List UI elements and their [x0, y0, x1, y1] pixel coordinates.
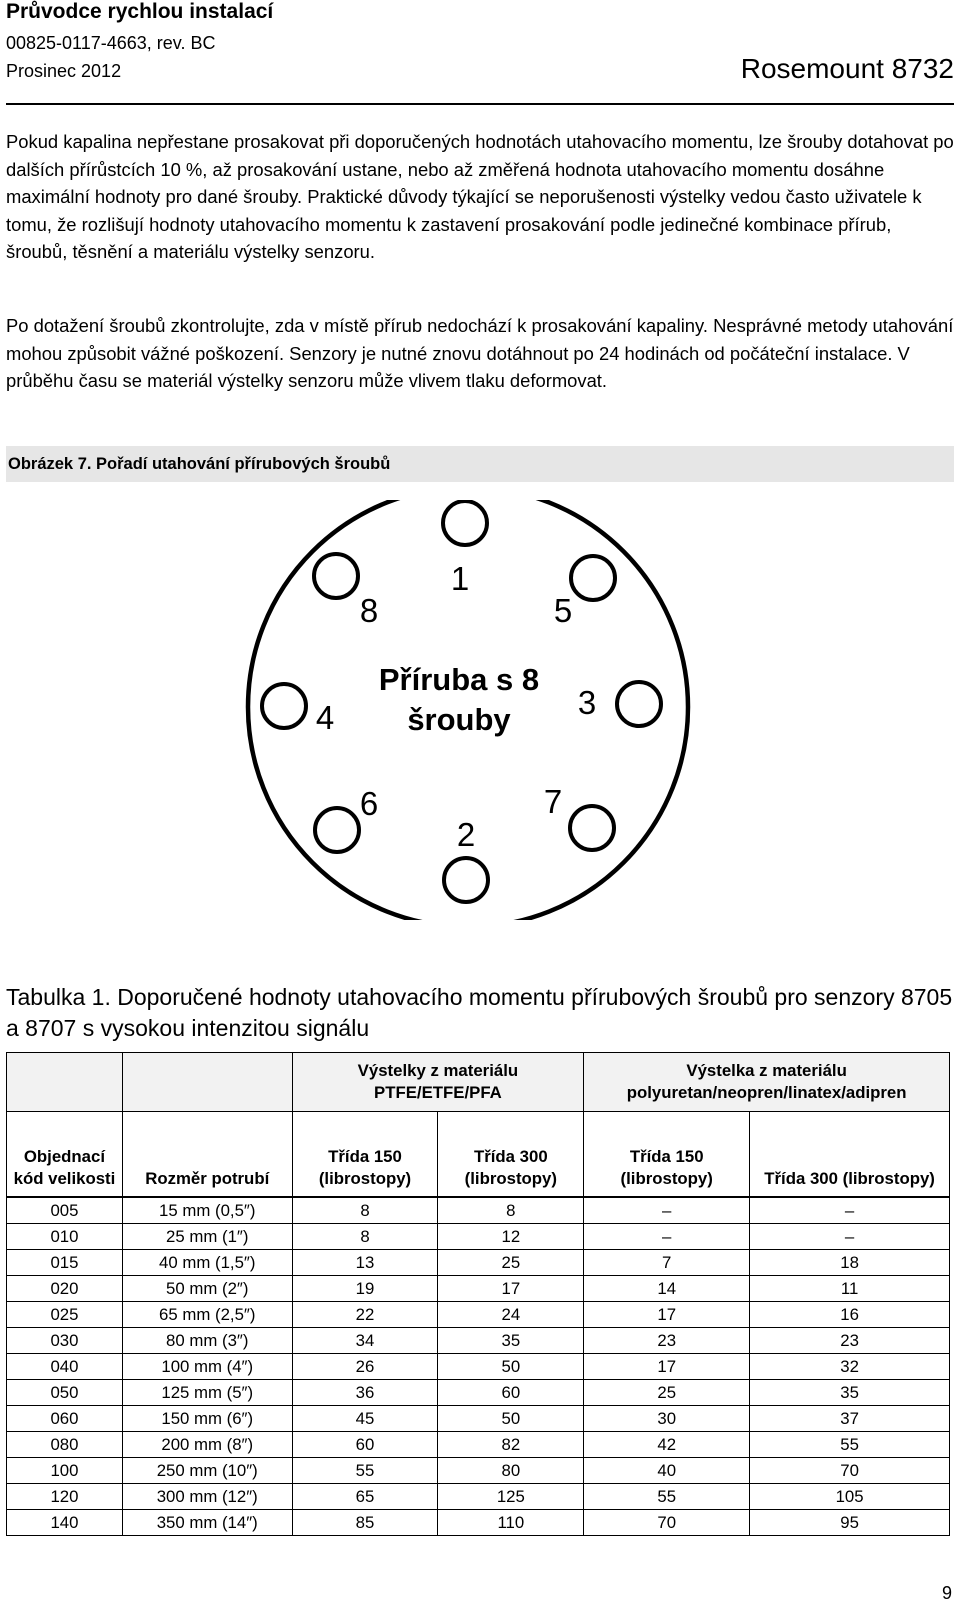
- table-row: [7, 1328, 950, 1354]
- paragraph-retighten: Po dotažení šroubů zkontrolujte, zda v místě přírub nedochází k prosakování kapaliny. Nesprávné metody utahování mohou způsobit vážné poškození. Senzory je nutné znovu dotáhnout po 24 hodinách od počáteční instalace. V průběhu času se materiál výstelky senzoru může vlivem tlaku deformovat.: [6, 315, 954, 392]
- table-row: [7, 1354, 950, 1380]
- bolt-hole-top: [443, 501, 487, 545]
- column-header-pipe-size: Rozměr potrubí: [122, 1112, 292, 1198]
- table-cell: 8: [438, 1197, 584, 1224]
- table-cell: 85: [292, 1510, 438, 1536]
- page-number: 9: [941, 1583, 952, 1603]
- table-cell: 22: [292, 1302, 438, 1328]
- document-title: Průvodce rychlou instalací: [6, 0, 274, 23]
- table-cell: 010: [7, 1224, 123, 1250]
- table-cell: 060: [7, 1406, 123, 1432]
- table-cell: 24: [438, 1302, 584, 1328]
- flange-label-line1: Příruba s 8: [378, 662, 540, 697]
- table-cell: 50: [438, 1354, 584, 1380]
- table-cell: 70: [750, 1458, 950, 1484]
- table-cell: 50 mm (2″): [122, 1276, 292, 1302]
- bolt-hole-top-left: [314, 554, 358, 598]
- table-cell: 11: [750, 1276, 950, 1302]
- bolt-hole-bottom-left: [315, 808, 359, 852]
- table-cell: 050: [7, 1380, 123, 1406]
- table-cell: 42: [584, 1432, 750, 1458]
- table-cell: 95: [750, 1510, 950, 1536]
- bolt-hole-left: [262, 684, 306, 728]
- column-header-pu-class300: Třída 300 (librostopy): [750, 1112, 950, 1198]
- table-cell: 100 mm (4″): [122, 1354, 292, 1380]
- table-cell: 19: [292, 1276, 438, 1302]
- table-cell: 13: [292, 1250, 438, 1276]
- header-rule: [6, 103, 954, 105]
- table-cell: –: [750, 1197, 950, 1224]
- bolt-number-3: 3: [577, 684, 597, 721]
- group-header-polyurethane: Výstelka z materiálu polyuretan/neopren/linatex/adipren: [584, 1053, 950, 1112]
- table-row: [7, 1380, 950, 1406]
- table-row: [7, 1224, 950, 1250]
- bolt-hole-bottom-right: [570, 806, 614, 850]
- table-cell: 40 mm (1,5″): [122, 1250, 292, 1276]
- table-cell: 37: [750, 1406, 950, 1432]
- bolt-number-8: 8: [359, 592, 379, 629]
- table-row: [7, 1510, 950, 1536]
- table-row: [7, 1197, 950, 1224]
- table-row: [7, 1432, 950, 1458]
- paragraph-leak-torque: Pokud kapalina nepřestane prosakovat při doporučených hodnotách utahovacího momentu, lze šrouby dotahovat po dalších přírůstcích 10 %, až prosakování ustane, nebo až změřená hodnota utahovacího momentu dosáhne maximální hodnoty pro dané šrouby. Praktické důvody týkající se neporušenosti výstelky vedou často uživatele k tomu, že rozlišují hodnoty utahovacího momentu k zastavení prosakování podle jedinečné kombinace přírub, šroubů, těsnění a materiálu výstelky senzoru.: [6, 131, 954, 263]
- table-cell: 8: [292, 1197, 438, 1224]
- table-cell: 70: [584, 1510, 750, 1536]
- table-row: [7, 1302, 950, 1328]
- table-cell: 12: [438, 1224, 584, 1250]
- table-cell: 350 mm (14″): [122, 1510, 292, 1536]
- table-cell: 125: [438, 1484, 584, 1510]
- table-cell: 40: [584, 1458, 750, 1484]
- table-cell: 7: [584, 1250, 750, 1276]
- table-row: [7, 1250, 950, 1276]
- table-row: [7, 1406, 950, 1432]
- table-cell: 120: [7, 1484, 123, 1510]
- bolt-hole-bottom: [444, 858, 488, 902]
- table-cell: 36: [292, 1380, 438, 1406]
- table-cell: 105: [750, 1484, 950, 1510]
- table-cell: 35: [750, 1380, 950, 1406]
- table-cell: –: [584, 1197, 750, 1224]
- table-cell: 8: [292, 1224, 438, 1250]
- table-cell: 17: [584, 1302, 750, 1328]
- header-blank-cell: [122, 1053, 292, 1112]
- torque-table: [6, 1052, 950, 1536]
- table-cell: 32: [750, 1354, 950, 1380]
- group-header-ptfe: Výstelky z materiálu PTFE/ETFE/PFA: [292, 1053, 584, 1112]
- table-cell: 26: [292, 1354, 438, 1380]
- table-cell: 150 mm (6″): [122, 1406, 292, 1432]
- table-cell: 35: [438, 1328, 584, 1354]
- table-cell: 015: [7, 1250, 123, 1276]
- table-cell: 50: [438, 1406, 584, 1432]
- column-header-ptfe-class150: Třída 150 (librostopy): [292, 1112, 438, 1198]
- table-cell: 16: [750, 1302, 950, 1328]
- table-cell: 005: [7, 1197, 123, 1224]
- table-cell: 60: [292, 1432, 438, 1458]
- bolt-number-7: 7: [543, 783, 563, 820]
- table-cell: 55: [584, 1484, 750, 1510]
- column-header-ptfe-class300: Třída 300 (librostopy): [438, 1112, 584, 1198]
- table-body: [7, 1197, 950, 1536]
- document-number: 00825-0117-4663, rev. BC: [6, 33, 216, 53]
- bolt-hole-top-right: [571, 556, 615, 600]
- column-header-pu-class150: Třída 150 (librostopy): [584, 1112, 750, 1198]
- table-caption: Tabulka 1. Doporučené hodnoty utahovacího momentu přírubových šroubů pro senzory 8705 a 8707 s vysokou intenzitou signálu: [6, 984, 953, 1041]
- flange-bolt-diagram: [0, 500, 960, 920]
- table-cell: 040: [7, 1354, 123, 1380]
- bolt-number-4: 4: [315, 699, 335, 736]
- document-date: Prosinec 2012: [6, 61, 122, 81]
- table-cell: 025: [7, 1302, 123, 1328]
- bolt-number-1: 1: [450, 560, 470, 597]
- table-cell: –: [750, 1224, 950, 1250]
- table-cell: 15 mm (0,5″): [122, 1197, 292, 1224]
- figure-caption: Obrázek 7. Pořadí utahování přírubových šroubů: [6, 446, 954, 482]
- table-cell: 030: [7, 1328, 123, 1354]
- table-row: [7, 1458, 950, 1484]
- table-cell: 140: [7, 1510, 123, 1536]
- table-row: [7, 1484, 950, 1510]
- table-cell: 80 mm (3″): [122, 1328, 292, 1354]
- table-cell: 23: [750, 1328, 950, 1354]
- table-cell: 55: [292, 1458, 438, 1484]
- table-cell: 020: [7, 1276, 123, 1302]
- table-cell: 25: [584, 1380, 750, 1406]
- table-cell: 25 mm (1″): [122, 1224, 292, 1250]
- table-cell: 17: [584, 1354, 750, 1380]
- bolt-number-6: 6: [359, 785, 379, 822]
- table-cell: 100: [7, 1458, 123, 1484]
- table-cell: 45: [292, 1406, 438, 1432]
- table-cell: 080: [7, 1432, 123, 1458]
- table-cell: 82: [438, 1432, 584, 1458]
- header-blank-cell: [7, 1053, 123, 1112]
- flange-label-line2: šrouby: [407, 702, 511, 737]
- product-name: Rosemount 8732: [740, 53, 954, 84]
- table-cell: 18: [750, 1250, 950, 1276]
- table-cell: –: [584, 1224, 750, 1250]
- column-header-size-code: Objednací kód velikosti: [7, 1112, 123, 1198]
- table-cell: 65 mm (2,5″): [122, 1302, 292, 1328]
- table-cell: 80: [438, 1458, 584, 1484]
- table-cell: 25: [438, 1250, 584, 1276]
- table-cell: 30: [584, 1406, 750, 1432]
- table-cell: 250 mm (10″): [122, 1458, 292, 1484]
- table-cell: 65: [292, 1484, 438, 1510]
- table-cell: 125 mm (5″): [122, 1380, 292, 1406]
- table-cell: 110: [438, 1510, 584, 1536]
- table-cell: 14: [584, 1276, 750, 1302]
- table-cell: 17: [438, 1276, 584, 1302]
- bolt-number-2: 2: [456, 816, 476, 853]
- table-row: [7, 1276, 950, 1302]
- table-cell: 34: [292, 1328, 438, 1354]
- bolt-number-5: 5: [553, 592, 573, 629]
- bolt-hole-right: [617, 682, 661, 726]
- table-cell: 55: [750, 1432, 950, 1458]
- table-cell: 60: [438, 1380, 584, 1406]
- table-cell: 23: [584, 1328, 750, 1354]
- table-cell: 200 mm (8″): [122, 1432, 292, 1458]
- table-cell: 300 mm (12″): [122, 1484, 292, 1510]
